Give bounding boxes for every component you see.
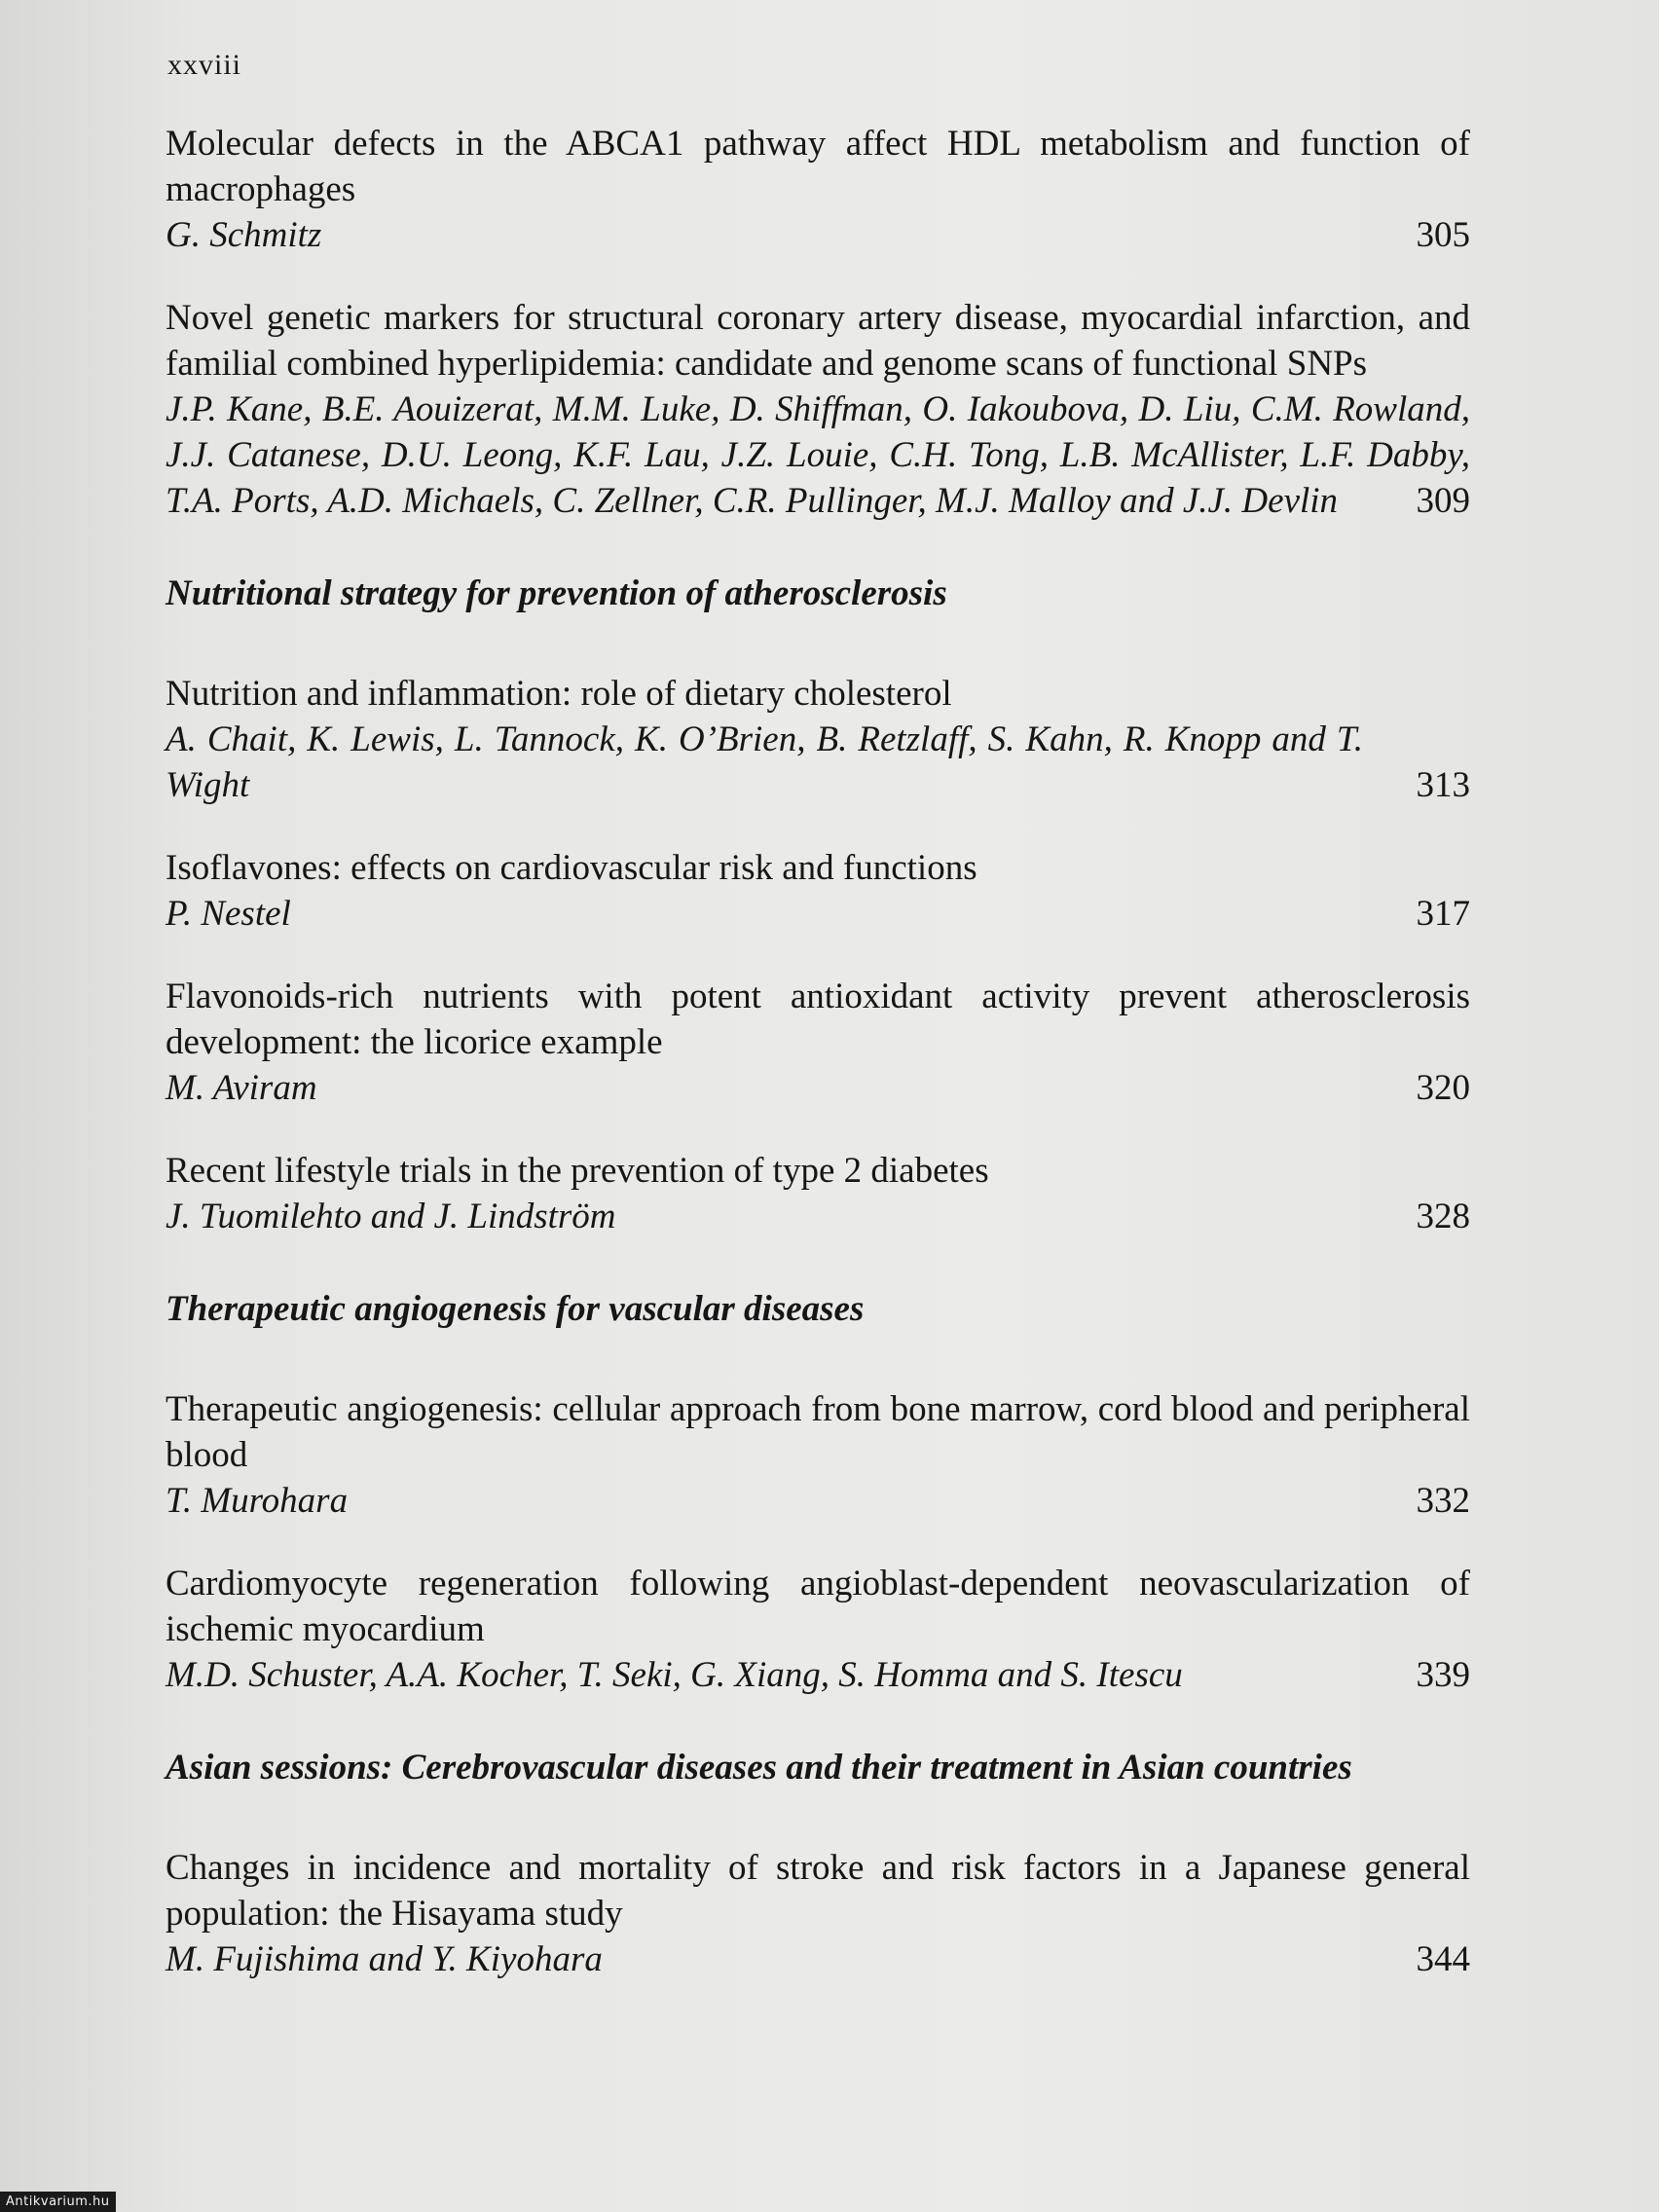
entry-authors-line	[166, 212, 1470, 258]
entry-page-number: 332	[1416, 1481, 1470, 1521]
entry-page-number: 344	[1416, 1939, 1470, 1979]
section-heading: Asian sessions: Cerebrovascular diseases and their treatment in Asian countries	[166, 1748, 1352, 1788]
toc-entry	[166, 1386, 1470, 1524]
entry-authors: M. Aviram	[166, 1068, 317, 1108]
entry-page-number: 317	[1416, 894, 1470, 934]
entry-authors-line	[166, 1936, 1470, 1982]
section-heading: Nutritional strategy for prevention of atherosclerosis	[166, 573, 947, 613]
entry-page-number: 309	[1416, 481, 1470, 521]
entry-page-number: 339	[1416, 1655, 1470, 1695]
toc-entry	[166, 1148, 1470, 1239]
entry-page-number: 305	[1416, 215, 1470, 255]
entry-page-number: 320	[1416, 1068, 1470, 1108]
entry-authors: M. Fujishima and Y. Kiyohara	[166, 1939, 603, 1979]
entry-authors: T. Murohara	[166, 1481, 349, 1521]
entry-title: Isoflavones: effects on cardiovascular risk and functions	[166, 848, 977, 888]
entry-title: Therapeutic angiogenesis: cellular approach from bone marrow, cord blood and peripheral blood	[166, 1389, 1470, 1475]
entry-authors: A. Chait, K. Lewis, L. Tannock, K. O’Brien, B. Retzlaff, S. Kahn, R. Knopp and T. Wight	[166, 719, 1363, 805]
entry-title: Changes in incidence and mortality of stroke and risk factors in a Japanese general population: the Hisayama study	[166, 1848, 1470, 1934]
toc-entry	[166, 845, 1470, 937]
entry-title: Cardiomyocyte regeneration following angioblast-dependent neovascularization of ischemic myocardium	[166, 1564, 1470, 1649]
page-number: xxviii	[167, 49, 242, 81]
table-of-contents	[166, 121, 1470, 1982]
entry-authors-line	[166, 1652, 1470, 1698]
entry-authors: J. Tuomilehto and J. Lindström	[166, 1197, 616, 1236]
entry-authors-line	[166, 717, 1470, 808]
toc-entry	[166, 1845, 1470, 1982]
entry-authors-line	[166, 1478, 1470, 1524]
entry-title: Novel genetic markers for structural coronary artery disease, myocardial infarction, and familial combined hyperlipidemia: candidate and genome scans of functional SNPs	[166, 298, 1470, 384]
watermark: Antikvarium.hu	[0, 2192, 116, 2212]
entry-authors-line	[166, 891, 1470, 937]
toc-entry	[166, 121, 1470, 258]
entry-title: Molecular defects in the ABCA1 pathway affect HDL metabolism and function of macrophages	[166, 124, 1470, 209]
toc-entry	[166, 1561, 1470, 1698]
entry-title: Nutrition and inflammation: role of dietary cholesterol	[166, 674, 952, 714]
toc-entry	[166, 974, 1470, 1111]
entry-authors-line	[166, 387, 1470, 524]
entry-authors: M.D. Schuster, A.A. Kocher, T. Seki, G. Xiang, S. Homma and S. Itescu	[166, 1655, 1183, 1695]
entry-title: Recent lifestyle trials in the prevention of type 2 diabetes	[166, 1151, 989, 1191]
entry-authors: P. Nestel	[166, 894, 291, 934]
entry-title: Flavonoids-rich nutrients with potent antioxidant activity prevent atherosclerosis development: the licorice example	[166, 977, 1470, 1062]
entry-authors-line	[166, 1194, 1470, 1239]
entry-authors-line	[166, 1065, 1470, 1111]
toc-entry	[166, 295, 1470, 524]
entry-authors: J.P. Kane, B.E. Aouizerat, M.M. Luke, D. Shiffman, O. Iakoubova, D. Liu, C.M. Rowland, J.J. Catanese, D.U. Leong, K.F. Lau, J.Z. Louie, C.H. Tong, L.B. McAllister, L.F. Dabby, T.A. Ports, A.D. Michaels, C. Zellner, C.R. Pullinger, M.J. Malloy and J.J. Devlin	[166, 389, 1470, 521]
entry-authors: G. Schmitz	[166, 215, 322, 255]
toc-entry	[166, 671, 1470, 808]
entry-page-number: 313	[1416, 765, 1470, 805]
entry-page-number: 328	[1416, 1197, 1470, 1236]
section-heading: Therapeutic angiogenesis for vascular diseases	[166, 1289, 865, 1329]
